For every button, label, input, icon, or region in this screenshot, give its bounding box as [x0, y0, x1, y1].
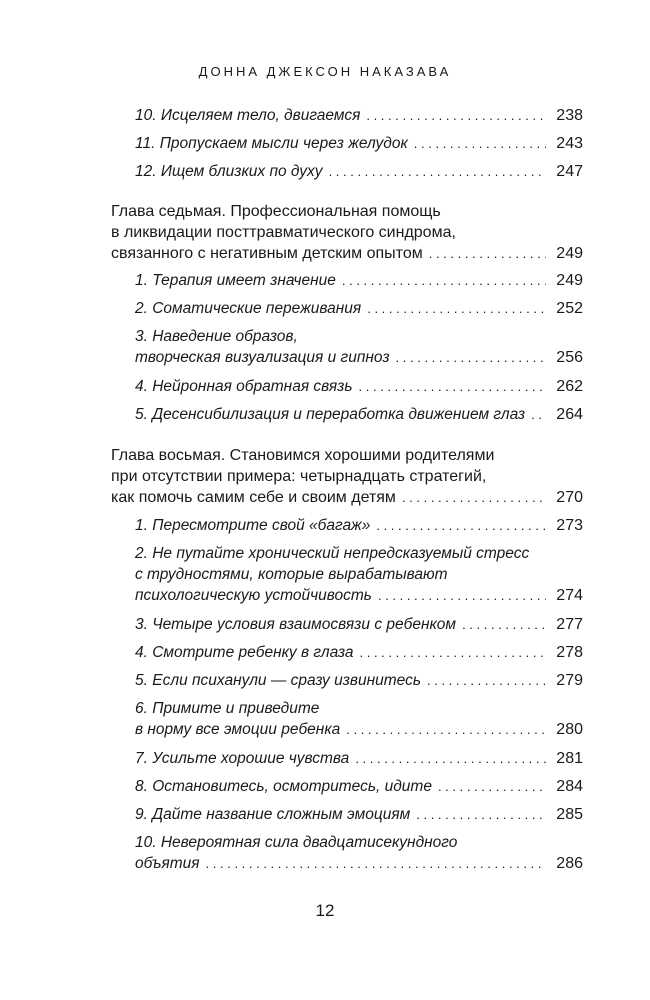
page-ref: 270 — [556, 489, 583, 506]
page-ref: 256 — [556, 349, 583, 366]
leader-dots — [346, 719, 546, 740]
toc-entry[interactable]: 2. Не путайте хронический непредсказуемый стресс с трудностями, которые вырабатывают психологическую устойчивость . . . 274 — [135, 543, 583, 606]
page-number: 12 — [315, 901, 335, 920]
leader-dots — [342, 270, 546, 291]
page-ref: 286 — [556, 855, 583, 872]
leader-dots — [206, 853, 547, 874]
page-ref: 284 — [556, 778, 583, 795]
toc-entry[interactable]: 5. Если психанули — сразу извинитесь . . . 279 — [135, 670, 583, 691]
page-ref: 249 — [556, 272, 583, 289]
toc-entry[interactable]: 2. Соматические переживания . . . 252 — [135, 298, 583, 319]
toc-entry[interactable]: 11. Пропускаем мысли через желудок . . . 243 — [135, 133, 583, 154]
leader-dots — [376, 515, 546, 536]
leader-dots — [329, 161, 547, 182]
page-ref: 279 — [556, 672, 583, 689]
page-ref: 238 — [556, 107, 583, 124]
page-ref: 285 — [556, 806, 583, 823]
page-ref: 262 — [556, 378, 583, 395]
leader-dots — [396, 347, 547, 368]
leader-dots — [416, 804, 546, 825]
leader-dots — [427, 670, 546, 691]
toc-entry[interactable]: 4. Смотрите ребенку в глаза . . . 278 — [135, 642, 583, 663]
toc-entry[interactable]: 9. Дайте название сложным эмоциям . . . 285 — [135, 804, 583, 825]
toc-chapter-8[interactable]: Глава восьмая. Становимся хорошими родителями при отсутствии примера: четырнадцать стратегий, как помочь самим себе и своим детям . . . 270 — [111, 445, 583, 508]
running-header: ДОННА ДЖЕКСОН НАКАЗАВА — [198, 64, 452, 79]
toc-entry[interactable]: 12. Ищем близких по духу . . . 247 — [135, 161, 583, 182]
leader-dots — [360, 642, 547, 663]
leader-dots — [359, 376, 547, 397]
toc-entry[interactable]: 1. Пересмотрите свой «багаж» . . . 273 — [135, 515, 583, 536]
toc-entry[interactable]: 10. Исцеляем тело, двигаемся . . . 238 — [135, 105, 583, 126]
leader-dots — [378, 585, 546, 606]
page-ref: 247 — [556, 163, 583, 180]
toc-entry[interactable]: 10. Невероятная сила двадцатисекундного объятия . . . 286 — [135, 832, 583, 874]
page-ref: 252 — [556, 300, 583, 317]
page-ref: 273 — [556, 517, 583, 534]
toc-entry[interactable]: 6. Примите и приведите в норму все эмоции ребенка . . . 280 — [135, 698, 583, 740]
toc-chapter-7[interactable]: Глава седьмая. Профессиональная помощь в ликвидации посттравматического синдрома, связанного с негативным детским опытом . . . 249 — [111, 201, 583, 264]
page-ref: 249 — [556, 245, 583, 262]
toc-entry[interactable]: 8. Остановитесь, осмотритесь, идите . . . 284 — [135, 776, 583, 797]
toc-entry[interactable]: 7. Усильте хорошие чувства . . . 281 — [135, 748, 583, 769]
page-ref: 278 — [556, 644, 583, 661]
toc-entry[interactable]: 5. Десенсибилизация и переработка движением глаз . . . 264 — [135, 404, 583, 425]
page-ref: 264 — [556, 406, 583, 423]
leader-dots — [367, 298, 546, 319]
page-ref: 274 — [556, 587, 583, 604]
page-ref: 281 — [556, 750, 583, 767]
page-ref: 277 — [556, 616, 583, 633]
toc-entry[interactable]: 1. Терапия имеет значение . . . 249 — [135, 270, 583, 291]
toc-entry[interactable]: 3. Наведение образов, творческая визуализация и гипноз . . . 256 — [135, 326, 583, 368]
leader-dots — [366, 105, 546, 126]
leader-dots — [355, 748, 546, 769]
leader-dots — [531, 404, 546, 425]
leader-dots — [414, 133, 547, 154]
page-ref: 243 — [556, 135, 583, 152]
toc-entry[interactable]: 3. Четыре условия взаимосвязи с ребенком . . . 277 — [135, 614, 583, 635]
leader-dots — [438, 776, 546, 797]
leader-dots — [402, 487, 546, 508]
leader-dots — [462, 614, 546, 635]
leader-dots — [429, 243, 547, 264]
toc-entry[interactable]: 4. Нейронная обратная связь . . . 262 — [135, 376, 583, 397]
page-ref: 280 — [556, 721, 583, 738]
